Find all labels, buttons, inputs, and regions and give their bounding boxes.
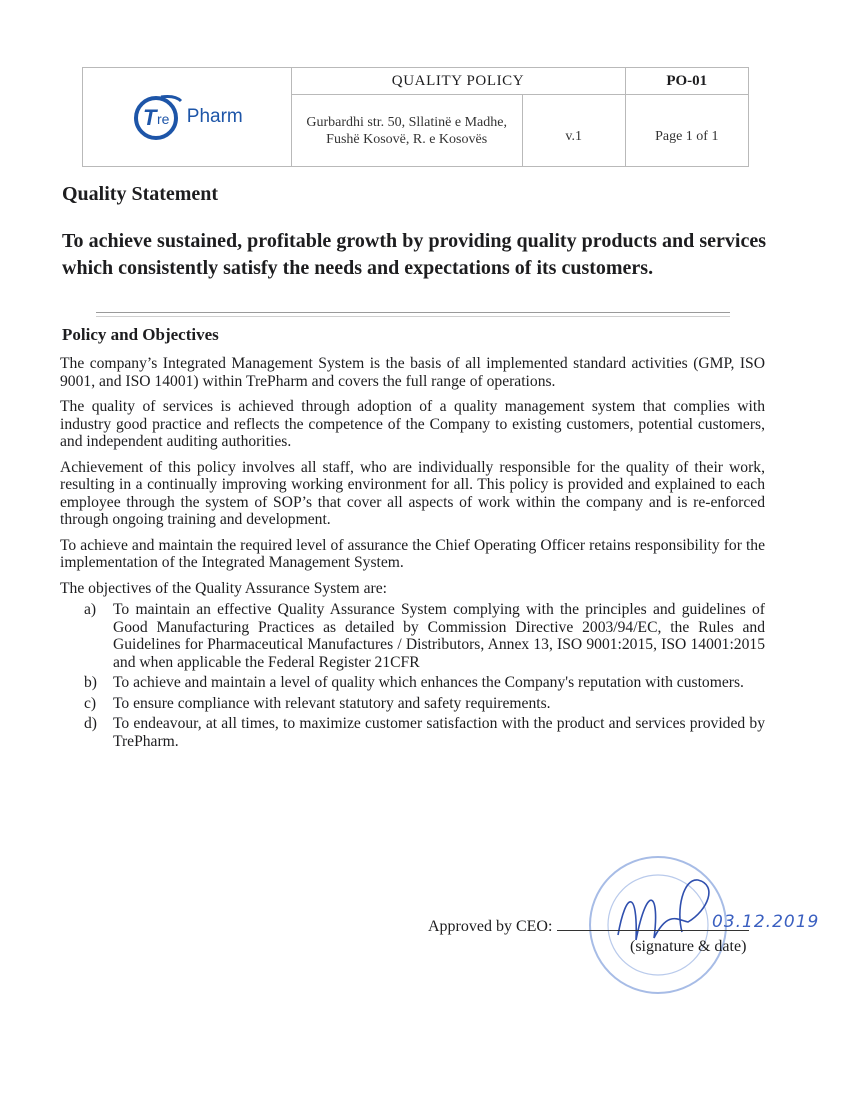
logo-wordmark: Pharm [186, 106, 243, 127]
handwritten-date: 03.12.2019 [712, 912, 820, 932]
company-address: Gurbardhi str. 50, Sllatinë e Madhe, Fushë Kosovë, R. e Kosovës [291, 95, 522, 167]
logo-cell [83, 68, 292, 167]
document-code: PO-01 [625, 68, 748, 95]
trepharm-logo-icon [131, 93, 183, 141]
quality-statement-text: To achieve sustained, profitable growth by providing quality products and services which consistently satisfy the needs and expectations of its customers. [62, 230, 766, 279]
objective-item [60, 695, 765, 713]
section-divider [96, 312, 730, 317]
objective-text: To achieve and maintain a level of quality which enhances the Company's reputation with customers. [113, 674, 744, 691]
objectives-intro: The objectives of the Quality Assurance System are: [60, 579, 387, 597]
document-header-table [82, 67, 749, 167]
policy-heading: Policy and Objectives [62, 325, 219, 344]
approval-label: Approved by CEO: [428, 918, 553, 935]
objective-marker: b) [84, 674, 97, 691]
policy-paragraph: Achievement of this policy involves all staff, who are individually responsible for the quality of their work, resulting in a continually improving working environment for all. This policy is provided and explained to each employee through the system of SOP’s that cover all aspects of work within the company and is re-enforced through ongoing training and development. [60, 458, 765, 528]
trepharm-logo [83, 93, 291, 141]
objective-marker: d) [84, 715, 97, 732]
policy-body [60, 355, 765, 753]
objective-item [60, 601, 765, 671]
document-version: v.1 [522, 95, 625, 167]
policy-paragraph: To achieve and maintain the required level of assurance the Chief Operating Officer retains responsibility for the implementation of the Integrated Management System. [60, 536, 765, 571]
objective-text: To endeavour, at all times, to maximize customer satisfaction with the product and services provided by TrePharm. [113, 715, 765, 750]
objective-text: To ensure compliance with relevant statutory and safety requirements. [113, 694, 551, 712]
policy-paragraph: The company’s Integrated Management System is the basis of all implemented standard activities (GMP, ISO 9001, and ISO 14001) within TrePharm and covers the full range of operations. [60, 355, 765, 390]
objective-marker: a) [84, 601, 97, 618]
quality-statement-heading: Quality Statement [62, 183, 219, 205]
objectives-list [60, 601, 765, 750]
objective-item [60, 674, 765, 692]
objective-marker: c) [84, 694, 97, 712]
policy-paragraph: The quality of services is achieved through adoption of a quality management system that complies with industry good practice and reflects the competence of the Company to existing customers, potential customers, and independent auditing authorities. [60, 398, 765, 450]
objective-text: To maintain an effective Quality Assurance System complying with the principles and guidelines of Good Manufacturing Practices as detailed by Commission Directive 2003/94/EC, the Rules and Guidelines for Pharmaceutical Manufactures / Distributors, Annex 13, ISO 9001:2015, ISO 14001:2015 and when applicable the Federal Register 21CFR [113, 601, 765, 671]
objective-item [60, 715, 765, 750]
approval-line [428, 912, 749, 936]
svg-text:T: T [142, 105, 157, 130]
document-title: QUALITY POLICY [291, 68, 625, 95]
logo-mark: re [156, 111, 170, 127]
signature-caption: (signature & date) [630, 938, 747, 955]
page-number: Page 1 of 1 [625, 95, 748, 167]
